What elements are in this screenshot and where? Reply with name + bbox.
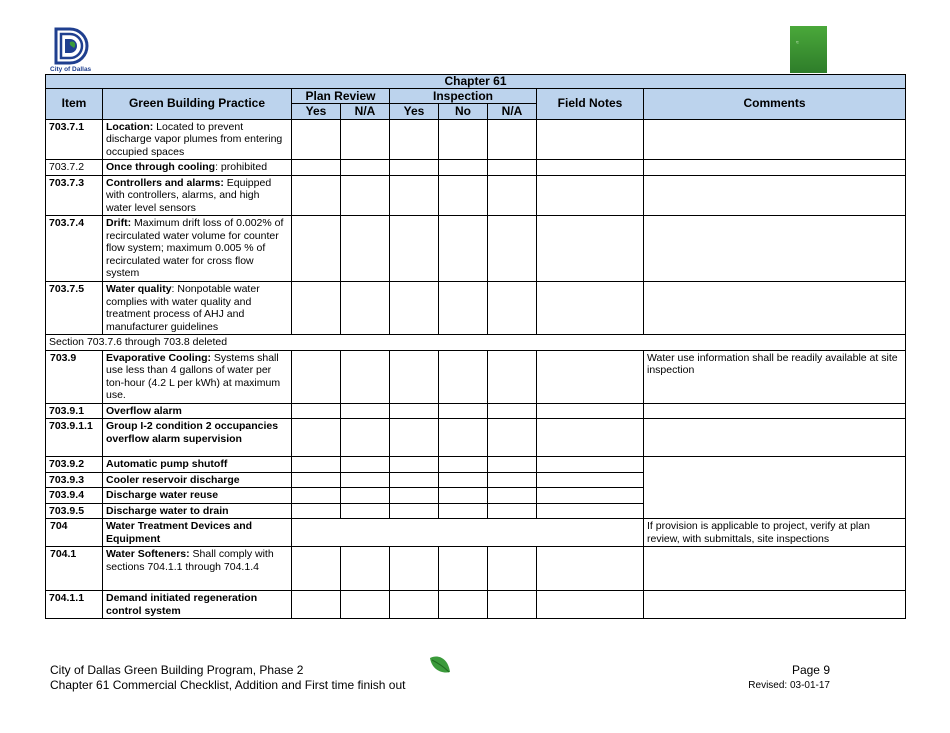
plan-na-cell[interactable] — [341, 472, 390, 488]
insp-no-cell[interactable] — [439, 472, 488, 488]
dallas-d-icon — [50, 26, 92, 66]
table-row — [46, 403, 906, 419]
green-logo-mark: ≈ — [796, 40, 799, 46]
item-number: 703.9.5 — [46, 503, 103, 519]
col-inspection: Inspection — [390, 88, 537, 104]
col-item: Item — [46, 88, 103, 119]
plan-na-cell[interactable] — [341, 403, 390, 419]
insp-no-cell[interactable] — [439, 419, 488, 457]
field-notes-cell[interactable] — [537, 488, 644, 504]
field-notes-cell[interactable] — [537, 503, 644, 519]
item-number: 703.7.5 — [46, 282, 103, 335]
section-deleted-note: Section 703.7.6 through 703.8 deleted — [46, 335, 906, 351]
plan-na-cell[interactable] — [341, 503, 390, 519]
plan-yes-cell[interactable] — [292, 488, 341, 504]
item-number: 704 — [46, 519, 103, 547]
insp-no-cell[interactable] — [439, 216, 488, 282]
item-number: 703.7.3 — [46, 175, 103, 216]
leaf-icon — [428, 654, 452, 676]
insp-yes-cell[interactable] — [390, 216, 439, 282]
plan-yes-cell[interactable] — [292, 350, 341, 403]
table-row — [46, 591, 906, 619]
insp-yes-cell[interactable] — [390, 282, 439, 335]
practice-text: Drift: Maximum drift loss of 0.002% of recirculated water volume for counter flow system; maximum 0.005 % of recirculated water for cross flow system — [103, 216, 292, 282]
plan-na-cell[interactable] — [341, 591, 390, 619]
comment-text: Water use information shall be readily available at site inspection — [644, 350, 906, 403]
plan-yes-cell[interactable] — [292, 472, 341, 488]
field-notes-cell[interactable] — [537, 472, 644, 488]
comment-text: If provision is applicable to project, verify at plan review, with submittals, site inspections — [644, 519, 906, 547]
table-row — [46, 547, 906, 591]
plan-yes-cell[interactable] — [292, 503, 341, 519]
item-number: 703.9.1 — [46, 403, 103, 419]
insp-no-cell[interactable] — [439, 160, 488, 176]
insp-na-cell[interactable] — [488, 160, 537, 176]
practice-text: Once through cooling: prohibited — [103, 160, 292, 176]
field-notes-cell[interactable] — [537, 175, 644, 216]
insp-na-cell[interactable] — [488, 591, 537, 619]
insp-no-cell[interactable] — [439, 282, 488, 335]
col-plan-yes: Yes — [292, 104, 341, 120]
field-notes-cell[interactable] — [537, 591, 644, 619]
plan-yes-cell[interactable] — [292, 282, 341, 335]
item-number: 703.9.3 — [46, 472, 103, 488]
section-deleted-row — [46, 335, 906, 351]
footer-program-line: City of Dallas Green Building Program, Phase 2 — [50, 663, 304, 677]
plan-yes-cell[interactable] — [292, 419, 341, 457]
practice-text: Evaporative Cooling: Systems shall use less than 4 gallons of water per ton-hour (4.2 L per kWh) at maximum use. — [103, 350, 292, 403]
table-row — [46, 282, 906, 335]
plan-na-cell[interactable] — [341, 350, 390, 403]
insp-na-cell[interactable] — [488, 403, 537, 419]
insp-na-cell[interactable] — [488, 419, 537, 457]
insp-yes-cell[interactable] — [390, 119, 439, 160]
chapter-row — [46, 75, 906, 89]
insp-no-cell[interactable] — [439, 503, 488, 519]
insp-na-cell[interactable] — [488, 457, 537, 473]
revised-date: Revised: 03-01-17 — [748, 680, 830, 691]
insp-na-cell[interactable] — [488, 472, 537, 488]
insp-yes-cell[interactable] — [390, 175, 439, 216]
practice-text: Discharge water reuse — [103, 488, 292, 504]
checklist-table — [45, 74, 906, 619]
practice-text: Overflow alarm — [103, 403, 292, 419]
insp-no-cell[interactable] — [439, 488, 488, 504]
item-number: 703.9 — [46, 350, 103, 403]
comments-cell[interactable] — [644, 403, 906, 419]
practice-text: Controllers and alarms: Equipped with controllers, alarms, and high water level sensors — [103, 175, 292, 216]
col-comments: Comments — [644, 88, 906, 119]
plan-na-cell[interactable] — [341, 419, 390, 457]
field-notes-cell[interactable] — [537, 282, 644, 335]
comments-cell[interactable] — [644, 282, 906, 335]
header-row-1 — [46, 88, 906, 104]
insp-no-cell[interactable] — [439, 119, 488, 160]
insp-yes-cell[interactable] — [390, 160, 439, 176]
table-row — [46, 160, 906, 176]
insp-na-cell[interactable] — [488, 216, 537, 282]
comments-cell[interactable] — [644, 175, 906, 216]
practice-text: Discharge water to drain — [103, 503, 292, 519]
plan-yes-cell[interactable] — [292, 175, 341, 216]
comments-cell[interactable] — [644, 119, 906, 160]
insp-yes-cell[interactable] — [390, 419, 439, 457]
item-number: 703.7.1 — [46, 119, 103, 160]
insp-yes-cell[interactable] — [390, 457, 439, 473]
comments-cell[interactable] — [644, 547, 906, 591]
chapter-title: Chapter 61 — [46, 75, 906, 89]
plan-na-cell[interactable] — [341, 160, 390, 176]
insp-no-cell[interactable] — [439, 457, 488, 473]
comments-cell[interactable] — [644, 160, 906, 176]
insp-na-cell[interactable] — [488, 282, 537, 335]
item-number: 704.1.1 — [46, 591, 103, 619]
insp-yes-cell[interactable] — [390, 591, 439, 619]
comments-cell-merged[interactable] — [644, 457, 906, 519]
item-number: 704.1 — [46, 547, 103, 591]
insp-yes-cell[interactable] — [390, 488, 439, 504]
insp-yes-cell[interactable] — [390, 403, 439, 419]
col-plan-na: N/A — [341, 104, 390, 120]
insp-na-cell[interactable] — [488, 350, 537, 403]
field-notes-cell[interactable] — [537, 457, 644, 473]
table-row — [46, 519, 906, 547]
field-notes-cell[interactable] — [537, 403, 644, 419]
item-number: 703.7.4 — [46, 216, 103, 282]
field-notes-cell[interactable] — [537, 547, 644, 591]
plan-yes-cell[interactable] — [292, 403, 341, 419]
practice-text: Water quality: Nonpotable water complies with water quality and treatment process of AHJ and manufacturer guidelines — [103, 282, 292, 335]
plan-na-cell[interactable] — [341, 457, 390, 473]
practice-text: Location: Located to prevent discharge vapor plumes from entering occupied spaces — [103, 119, 292, 160]
table-row — [46, 457, 906, 473]
field-notes-cell[interactable] — [537, 119, 644, 160]
plan-na-cell[interactable] — [341, 547, 390, 591]
plan-na-cell[interactable] — [341, 216, 390, 282]
insp-na-cell[interactable] — [488, 175, 537, 216]
city-logo-caption: City of Dallas — [50, 66, 92, 73]
insp-yes-cell[interactable] — [390, 503, 439, 519]
table-row — [46, 175, 906, 216]
col-insp-na: N/A — [488, 104, 537, 120]
col-plan-review: Plan Review — [292, 88, 390, 104]
plan-na-cell[interactable] — [341, 282, 390, 335]
page-number: Page 9 — [791, 663, 830, 677]
plan-yes-cell[interactable] — [292, 119, 341, 160]
plan-na-cell[interactable] — [341, 119, 390, 160]
insp-no-cell[interactable] — [439, 591, 488, 619]
table-row — [46, 419, 906, 457]
item-number: 703.9.1.1 — [46, 419, 103, 457]
plan-yes-cell[interactable] — [292, 547, 341, 591]
plan-na-cell[interactable] — [341, 488, 390, 504]
col-insp-no: No — [439, 104, 488, 120]
field-notes-cell[interactable] — [537, 216, 644, 282]
item-number: 703.9.4 — [46, 488, 103, 504]
field-notes-cell[interactable] — [537, 419, 644, 457]
item-number: 703.7.2 — [46, 160, 103, 176]
insp-na-cell[interactable] — [488, 488, 537, 504]
insp-yes-cell[interactable] — [390, 350, 439, 403]
insp-no-cell[interactable] — [439, 350, 488, 403]
comments-cell[interactable] — [644, 591, 906, 619]
table-row — [46, 216, 906, 282]
city-of-dallas-logo — [50, 26, 100, 74]
field-notes-cell[interactable] — [537, 350, 644, 403]
col-practice: Green Building Practice — [103, 88, 292, 119]
practice-text: Water Treatment Devices and Equipment — [103, 519, 292, 547]
insp-yes-cell[interactable] — [390, 472, 439, 488]
insp-no-cell[interactable] — [439, 547, 488, 591]
green-building-program-logo — [790, 26, 827, 73]
footer-checklist-line: Chapter 61 Commercial Checklist, Addition and First time finish out — [50, 678, 406, 692]
insp-no-cell[interactable] — [439, 403, 488, 419]
practice-text: Automatic pump shutoff — [103, 457, 292, 473]
plan-yes-cell[interactable] — [292, 160, 341, 176]
plan-yes-cell[interactable] — [292, 216, 341, 282]
merged-blank-cell — [292, 519, 644, 547]
practice-text: Demand initiated regeneration control system — [103, 591, 292, 619]
comments-cell[interactable] — [644, 419, 906, 457]
table-row — [46, 119, 906, 160]
insp-na-cell[interactable] — [488, 503, 537, 519]
insp-no-cell[interactable] — [439, 175, 488, 216]
table-row — [46, 350, 906, 403]
field-notes-cell[interactable] — [537, 160, 644, 176]
practice-text: Group I-2 condition 2 occupancies overflow alarm supervision — [103, 419, 292, 457]
item-number: 703.9.2 — [46, 457, 103, 473]
insp-yes-cell[interactable] — [390, 547, 439, 591]
footer-left — [50, 663, 405, 693]
plan-yes-cell[interactable] — [292, 591, 341, 619]
practice-text: Cooler reservoir discharge — [103, 472, 292, 488]
practice-text: Water Softeners: Shall comply with sections 704.1.1 through 704.1.4 — [103, 547, 292, 591]
insp-na-cell[interactable] — [488, 547, 537, 591]
col-insp-yes: Yes — [390, 104, 439, 120]
col-field-notes: Field Notes — [537, 88, 644, 119]
comments-cell[interactable] — [644, 216, 906, 282]
insp-na-cell[interactable] — [488, 119, 537, 160]
plan-yes-cell[interactable] — [292, 457, 341, 473]
footer-right — [748, 663, 830, 693]
plan-na-cell[interactable] — [341, 175, 390, 216]
